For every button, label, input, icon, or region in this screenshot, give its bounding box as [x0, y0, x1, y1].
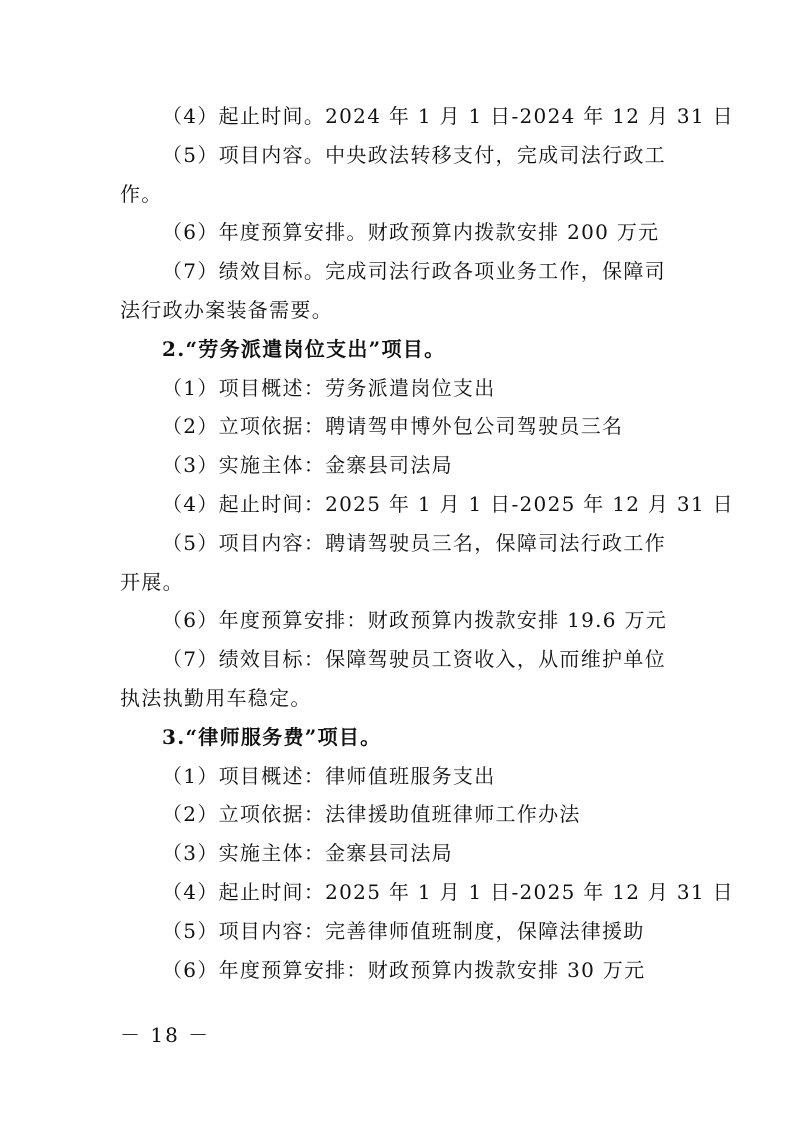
text-line: （4）起止时间：2025 年 1 月 1 日-2025 年 12 月 31 日 — [162, 491, 734, 516]
text-line: （7）绩效目标。完成司法行政各项业务工作，保障司 — [162, 259, 666, 284]
text-line: 作。 — [120, 181, 163, 206]
text-line: （4）起止时间。2024 年 1 月 1 日-2024 年 12 月 31 日 — [162, 104, 734, 128]
text-line: （6）年度预算安排：财政预算内拨款安排 30 万元 — [162, 957, 646, 982]
section-heading: 2.“劳务派遣岗位支出”项目。 — [162, 336, 446, 361]
text-line: （1）项目概述：律师值班服务支出 — [162, 763, 496, 788]
text-line: （2）立项依据：聘请驾申博外包公司驾驶员三名 — [162, 414, 624, 439]
text-line: 执法执勤用车稳定。 — [120, 685, 312, 710]
text-line: （1）项目概述：劳务派遣岗位支出 — [162, 375, 496, 400]
text-line: （3）实施主体：金寨县司法局 — [162, 453, 453, 478]
text-line: 开展。 — [120, 569, 184, 594]
text-line: （5）项目内容：聘请驾驶员三名，保障司法行政工作 — [162, 530, 666, 555]
text-line: （6）年度预算安排。财政预算内拨款安排 200 万元 — [162, 220, 660, 245]
text-line: （6）年度预算安排：财政预算内拨款安排 19.6 万元 — [162, 608, 668, 633]
text-line: （5）项目内容。中央政法转移支付，完成司法行政工 — [162, 142, 666, 167]
page-number: － 18 － — [120, 1023, 211, 1047]
section-heading: 3.“律师服务费”项目。 — [162, 724, 382, 749]
text-line: （2）立项依据：法律援助值班律师工作办法 — [162, 802, 581, 827]
text-line: （4）起止时间：2025 年 1 月 1 日-2025 年 12 月 31 日 — [162, 879, 734, 904]
text-line: 法行政办案装备需要。 — [120, 297, 333, 322]
text-line: （7）绩效目标：保障驾驶员工资收入，从而维护单位 — [162, 647, 666, 672]
text-line: （5）项目内容：完善律师值班制度，保障法律援助 — [162, 918, 645, 943]
document-body — [120, 97, 734, 989]
text-line: （3）实施主体：金寨县司法局 — [162, 841, 453, 866]
